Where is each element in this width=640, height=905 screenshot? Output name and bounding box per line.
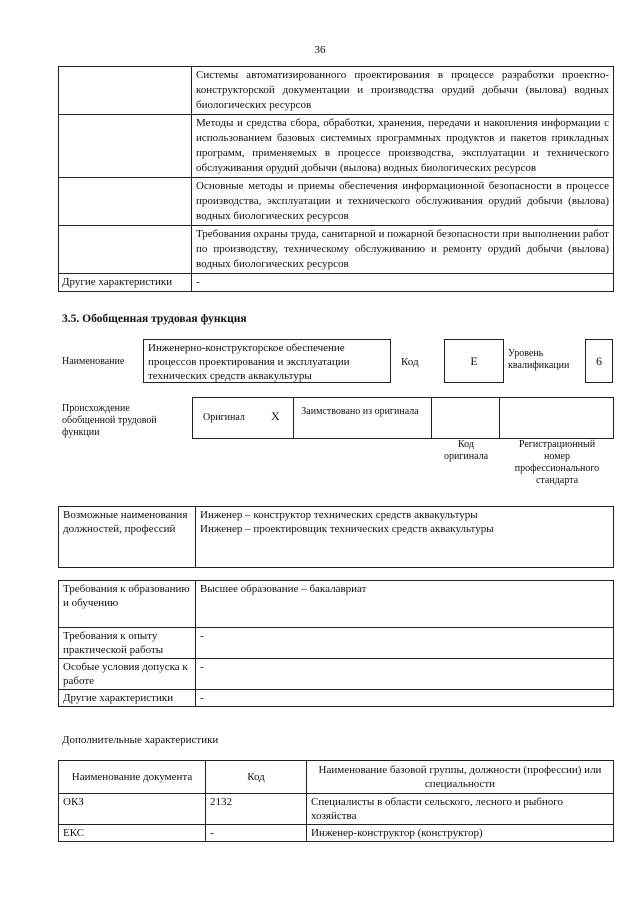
column-header: Код (206, 761, 307, 794)
table-row (59, 507, 614, 568)
level-value: 6 (585, 339, 613, 383)
group-name-cell: Инженер-конструктор (конструктор) (307, 825, 614, 842)
requirement-value: - (196, 628, 614, 659)
table-row (59, 115, 614, 178)
empty-cell (59, 115, 192, 178)
original-label: Оригинал (203, 412, 245, 423)
original-cell (192, 397, 294, 439)
position-item: Инженер – проектировщик технических средств аквакультуры (200, 523, 494, 535)
table-row (59, 274, 614, 292)
level-label: Уровень квалификации (508, 348, 570, 371)
positions-label: Возможные наименования должностей, профессий (59, 507, 196, 568)
empty-cell (59, 67, 192, 115)
group-name-cell: Специалисты в области сельского, лесного и рыбного хозяйства (307, 794, 614, 825)
requirement-value: - (196, 690, 614, 707)
page-number: 36 (314, 44, 326, 56)
table-row (59, 659, 614, 690)
position-item: Инженер – конструктор технических средств аквакультуры (200, 509, 478, 521)
table-row (59, 690, 614, 707)
requirements-table (58, 580, 614, 707)
empty-cell (59, 226, 192, 274)
table-row (59, 67, 614, 115)
doc-name-cell: ОКЗ (59, 794, 206, 825)
column-header: Наименование базовой группы, должности (профессии) или специальности (307, 761, 614, 794)
name-value: Инженерно-конструкторское обеспечение процессов проектирования и эксплуатации технических средств аквакультуры (143, 339, 391, 383)
table-row (59, 825, 614, 842)
section-title: 3.5. Обобщенная трудовая функция (62, 313, 247, 325)
table-row (59, 794, 614, 825)
requirement-value: Высшее образование – бакалавриат (196, 581, 614, 628)
column-header: Наименование документа (59, 761, 206, 794)
name-label: Наименование (62, 356, 125, 367)
original-code-cell (431, 397, 500, 439)
knowledge-table (58, 66, 614, 292)
table-row (59, 178, 614, 226)
table-row (59, 581, 614, 628)
code-cell: 2132 (206, 794, 307, 825)
requirement-label: Требования к образованию и обучению (59, 581, 196, 628)
requirement-value: - (196, 659, 614, 690)
reg-number-caption: Регистрационный номер профессионального стандарта (514, 439, 600, 486)
empty-cell (59, 178, 192, 226)
additional-title: Дополнительные характеристики (62, 734, 219, 746)
borrowed-label: Заимствовано из оригинала (301, 406, 419, 417)
knowledge-item: Основные методы и приемы обеспечения информационной безопасности в процессе производства, эксплуатации и технического обслуживания орудий добычи (вылова) водных биологических ресурсов (192, 178, 614, 226)
table-row (59, 226, 614, 274)
positions-table (58, 506, 614, 568)
requirement-label: Требования к опыту практической работы (59, 628, 196, 659)
borrowed-cell (293, 397, 432, 439)
requirement-label: Другие характеристики (59, 690, 196, 707)
reg-number-cell (499, 397, 614, 439)
origin-label: Происхождение обобщенной трудовой функции (62, 403, 157, 438)
positions-value (196, 507, 614, 568)
other-characteristics-value: - (192, 274, 614, 292)
additional-table (58, 760, 614, 842)
original-code-caption: Код оригинала (443, 439, 489, 462)
requirement-label: Особые условия допуска к работе (59, 659, 196, 690)
knowledge-item: Методы и средства сбора, обработки, хранения, передачи и накопления информации с использованием базовых системных программных продуктов и пакетов прикладных программ, применяемых в процессе производства, эксплуатации и технического обслуживания орудий добычи (вылова) водных биологических ресурсов (192, 115, 614, 178)
table-header-row (59, 761, 614, 794)
original-mark: X (271, 409, 280, 423)
table-row (59, 628, 614, 659)
code-value: E (444, 339, 504, 383)
code-label: Код (401, 356, 419, 368)
knowledge-item: Системы автоматизированного проектирования в процессе разработки проектно-конструкторской документации и производства орудий добычи (вылова) водных биологических ресурсов (192, 67, 614, 115)
knowledge-item: Требования охраны труда, санитарной и пожарной безопасности при выполнении работ по производству, техническому обслуживанию и ремонту орудий добычи (вылова) водных биологических ресурсов (192, 226, 614, 274)
code-cell: - (206, 825, 307, 842)
other-characteristics-label: Другие характеристики (59, 274, 192, 292)
doc-name-cell: ЕКС (59, 825, 206, 842)
